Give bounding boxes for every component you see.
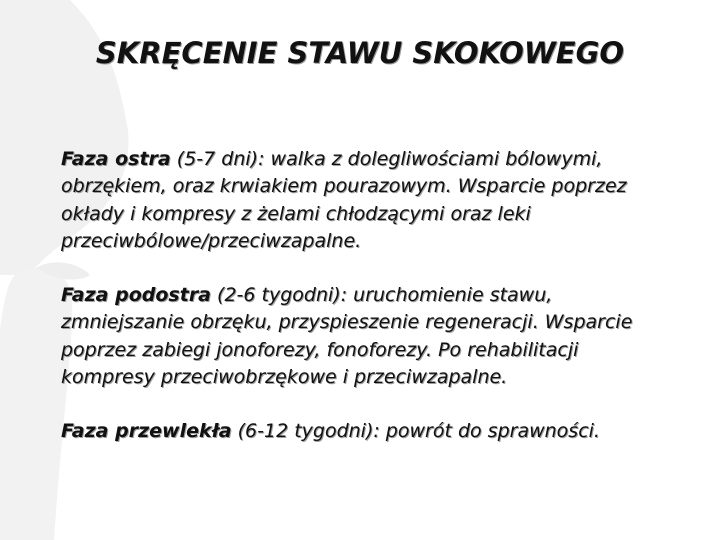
subacute-phase-text: (2-6 tygodni): uruchomienie stawu, zmniejszanie obrzęku, przyspieszenie regeneracji. Wsparcie poprzez zabiegi jonoforezy, fonoforezy. Po rehabilitacji kompresy przeciwobrzękowe i przeciwzapalne.: [61, 284, 633, 389]
paragraph-acute-phase: [61, 146, 671, 255]
chronic-phase-text: (6-12 tygodni): powrót do sprawności.: [231, 420, 600, 443]
paragraph-chronic-phase: [61, 418, 671, 445]
paragraph-subacute-phase: [61, 282, 671, 391]
acute-phase-text: (5-7 dni): walka z dolegliwościami bólowymi, obrzękiem, oraz krwiakiem pourazowym. Wsparcie poprzez okłady i kompresy z żelami chłodzącymi oraz leki przeciwbólowe/przeciwzapalne.: [61, 148, 627, 252]
chronic-phase-term: Faza przewlekła: [61, 420, 232, 443]
slide-content: [61, 146, 671, 473]
subacute-phase-term: Faza podostra: [61, 284, 212, 307]
acute-phase-term: Faza ostra: [61, 148, 171, 170]
slide-title: SKRĘCENIE STAWU SKOKOWEGO: [95, 36, 625, 70]
